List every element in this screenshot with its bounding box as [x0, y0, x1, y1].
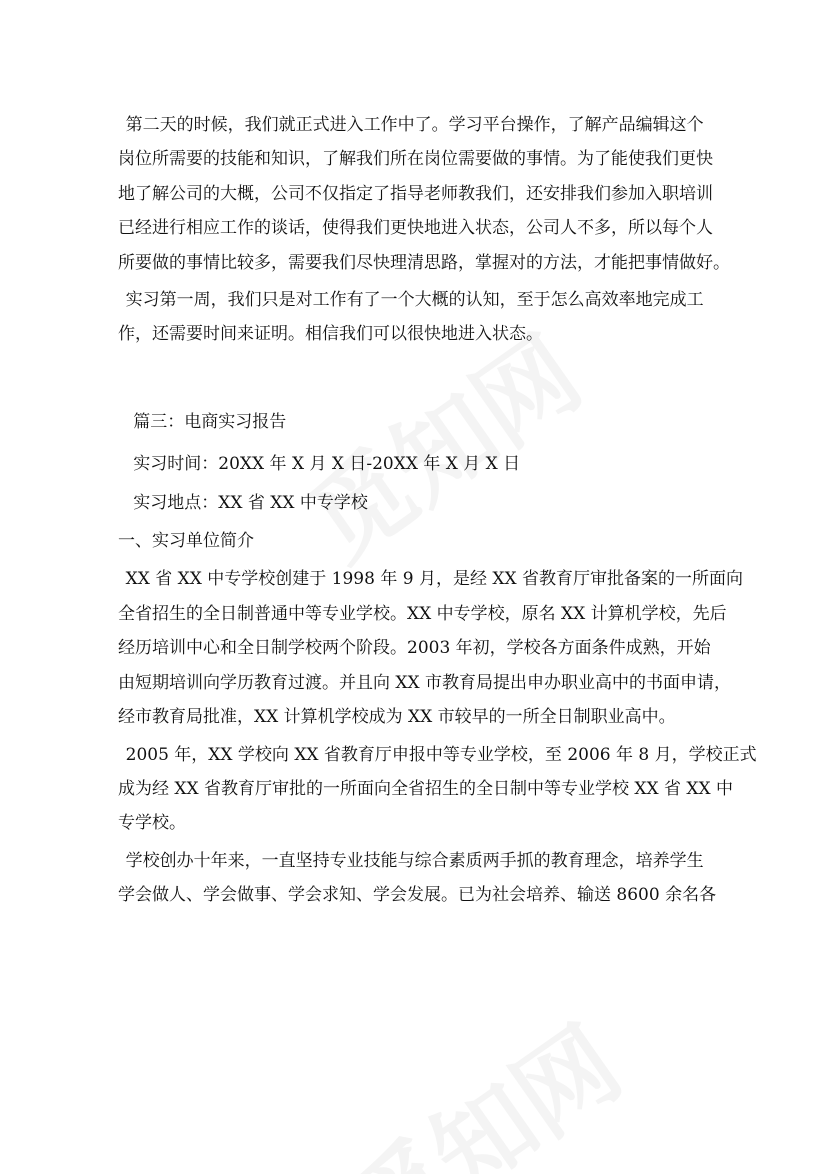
text-line: 实习第一周，我们只是对工作有了一个大概的认知，至于怎么高效率地完成工 [125, 290, 704, 311]
text-line: 经历培训中心和全日制学校两个阶段。2003 年初，学校各方面条件成熟，开始 [118, 638, 711, 659]
paragraph [118, 108, 730, 280]
text-line: 专学校。 [118, 813, 186, 834]
text-line: 第二天的时候，我们就正式进入工作中了。学习平台操作，了解产品编辑这个 [125, 115, 704, 135]
text-line: 经市教育局批准，XX 计算机学校成为 XX 市较早的一所全日制职业高中。 [118, 707, 676, 728]
internship-time: 实习时间：20XX 年 X 月 X 日-20XX 年 X 月 X 日 [133, 454, 521, 475]
text-line: 所要做的事情比较多，需要我们尽快理清思路，掌握对的方法，才能把事情做好。 [118, 252, 730, 273]
paragraph [118, 283, 718, 352]
text-line: 由短期培训向学历教育过渡。并且向 XX 市教育局提出申办职业高中的书面申请， [118, 672, 732, 693]
text-line: 学会做人、学会做事、学会求知、学会发展。已为社会培养、输送 8600 余名各 [118, 885, 717, 906]
spacer [118, 352, 718, 405]
paragraph [118, 844, 718, 913]
document-body [118, 108, 757, 913]
paragraph [118, 562, 743, 734]
watermark [316, 987, 644, 1174]
text-line: 全省招生的全日制普通中等专业学校。XX 中专学校，原名 XX 计算机学校，先后 [118, 603, 727, 624]
text-line: 学校创办十年来，一直坚持专业技能与综合素质两手抓的教育理念，培养学生 [125, 850, 704, 871]
paragraph [118, 738, 757, 841]
text-line: 成为经 XX 省教育厅审批的一所面向全省招生的全日制中等专业学校 XX 省 XX 中 [118, 778, 734, 799]
text-line: 2005 年，XX 学校向 XX 省教育厅申报中等专业学校，至 2006 年 8 月，学校正式 [125, 744, 757, 765]
text-line: 岗位所需要的技能和知识，了解我们所在岗位需要做的事情。为了能使我们更快 [118, 149, 713, 170]
section-title: 篇三：电商实习报告 [133, 411, 287, 432]
text-line: 地了解公司的大概，公司不仅指定了指导老师教我们，还安排我们参加入职培训 [118, 183, 713, 204]
section-heading: 一、实习单位简介 [118, 531, 254, 552]
text-line: XX 省 XX 中专学校创建于 1998 年 9 月，是经 XX 省教育厅审批备案的一所面向 [125, 569, 743, 590]
internship-location: 实习地点：XX 省 XX 中专学校 [133, 492, 368, 513]
text-line: 作，还需要时间来证明。相信我们可以很快地进入状态。 [118, 324, 543, 345]
text-line: 已经进行相应工作的谈话，使得我们更快地进入状态，公司人不多，所以每个人 [118, 218, 713, 239]
